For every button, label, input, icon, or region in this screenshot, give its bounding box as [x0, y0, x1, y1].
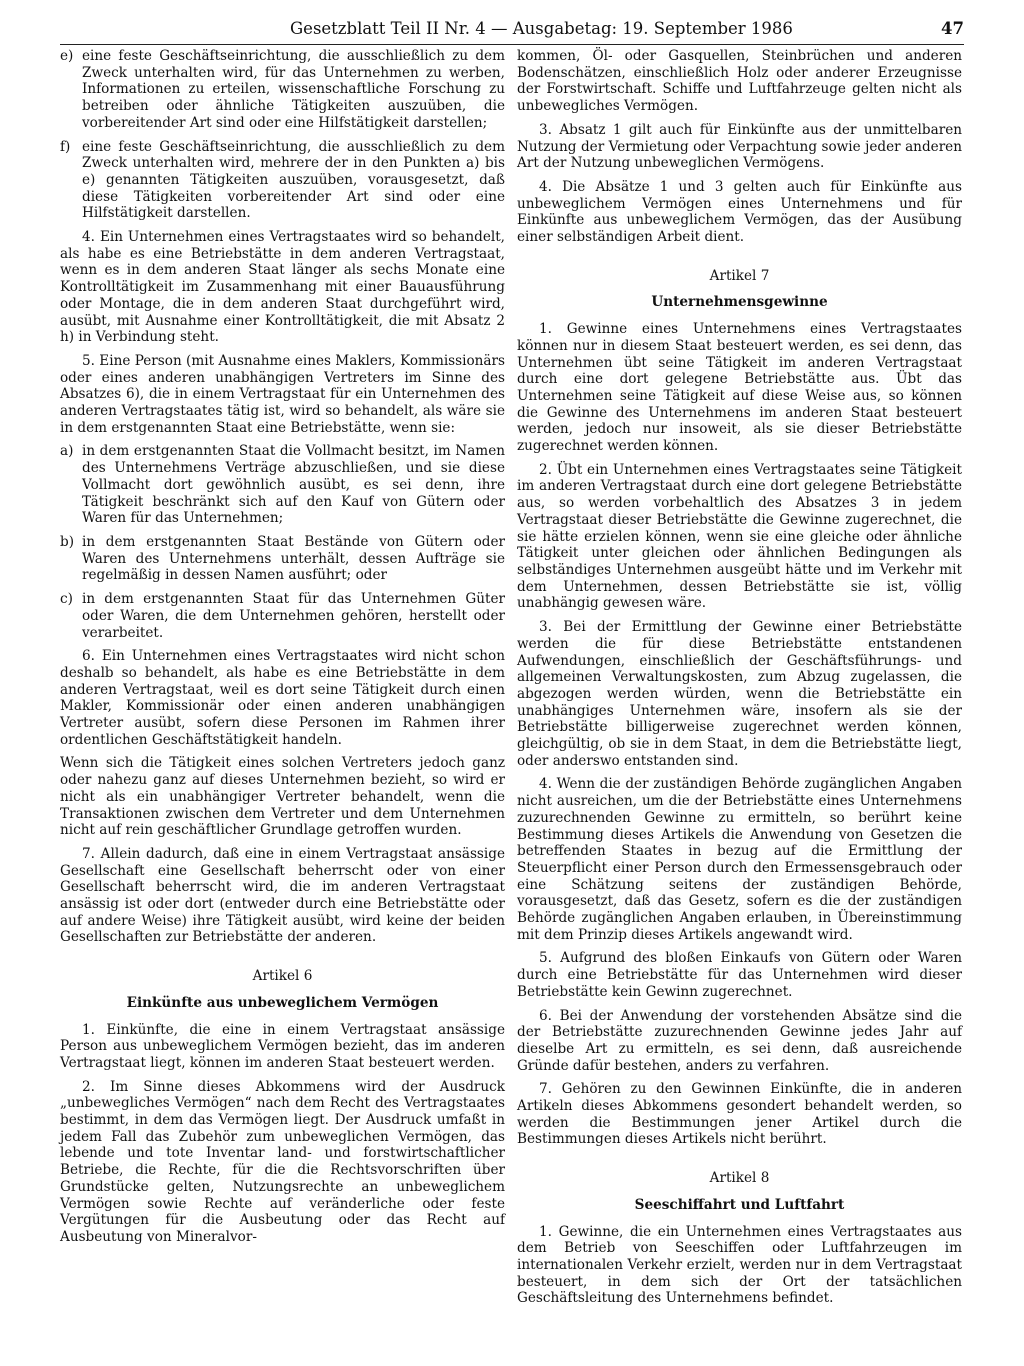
paragraph: 1. Einkünfte, die eine in einem Vertragstaat ansässige Person aus unbeweglichem Vermögen bezieht, das im anderen Vertragstaat liegt, können im anderen Staat besteuert werden.: [60, 1021, 505, 1071]
paragraph: kommen, Öl- oder Gasquellen, Steinbrüchen und anderen Bodenschätzen, einschließlich Holz oder anderer Erzeugnisse der Forstwirtschaft. Schiffe und Luftfahrzeuge gelten nicht als unbewegliches Vermögen.: [517, 48, 962, 115]
paragraph: 6. Ein Unternehmen eines Vertragstaates wird nicht schon deshalb so behandelt, als habe es eine Betriebstätte in dem anderen Vertragstaat, weil es dort seine Tätigkeit durch einen Makler, Kommissionär oder einen anderen unabhängigen Vertreter ausübt, sofern diese Personen im Rahmen ihrer ordentlichen Geschäftstätigkeit handeln.: [60, 648, 505, 748]
article-title: Einkünfte aus unbeweglichem Vermögen: [126, 994, 439, 1011]
list-item-text: eine feste Geschäftseinrichtung, die ausschließlich zu dem Zweck unterhalten wird, mehrere der in den Punkten a) bis e) genannten Tätigkeiten auszuüben, vorausgesetzt, daß diese Tätigkeiten vorbereitender Art sind oder eine Hilfstätigkeit darstellen.: [82, 138, 505, 222]
paragraph: 5. Eine Person (mit Ausnahme eines Maklers, Kommissionärs oder eines anderen unabhängigen Vertreters im Sinne des Absatzes 6), die in einem Vertragstaat für ein Unternehmen des anderen Vertragstaates tätig ist, wird so behandelt, als wäre sie in dem erstgenannten Staat eine Betriebstätte, wenn sie:: [60, 352, 505, 436]
list-item: [60, 443, 505, 527]
list-item-label: f): [60, 138, 71, 155]
article-title: Unternehmensgewinne: [651, 294, 828, 311]
paragraph: 1. Gewinne, die ein Unternehmen eines Vertragstaates aus dem Betrieb von Seeschiffen oder Luftfahrzeugen im internationalen Verkehr erzielt, werden nur in dem Vertragstaat besteuert, in dem sich der Ort der tatsächlichen Geschäftsleitung des Unternehmens befindet.: [517, 1223, 962, 1307]
paragraph: 2. Übt ein Unternehmen eines Vertragstaates seine Tätigkeit im anderen Vertragstaat durch eine dort gelegene Betriebstätte aus, so werden vorbehaltlich des Absatzes 3 in jedem Vertragstaat dieser Betriebstätte die Gewinne zugerechnet, die sie hätte erzielen können, wenn sie eine gleiche oder ähnliche Tätigkeit unter gleichen oder ähnlichen Bedingungen als selbständiges Unternehmen ausgeübt hätte und im Verkehr mit dem Unternehmen, dessen Betriebstätte sie ist, völlig unabhängig gewesen wäre.: [517, 461, 962, 612]
paragraph: 5. Aufgrund des bloßen Einkaufs von Gütern oder Waren durch eine Betriebstätte für das Unternehmen wird dieser Betriebstätte kein Gewinn zugerechnet.: [517, 950, 962, 1000]
paragraph: 4. Die Absätze 1 und 3 gelten auch für Einkünfte aus unbeweglichem Vermögen eines Unternehmens und für Einkünfte aus unbeweglichem Vermögen, das der Ausübung einer selbständigen Arbeit dient.: [517, 178, 962, 246]
page-header: [60, 18, 964, 40]
list-item-text: eine feste Geschäftseinrichtung, die ausschließlich zu dem Zweck unterhalten wird, für das Unternehmen zu werben, Informationen zu erteilen, wissenschaftliche Forschung zu betreiben oder ähnliche Tätigkeiten auszuüben, die vorbereitender Art sind oder eine Hilfstätigkeit darstellen;: [82, 48, 505, 131]
article-number: Artikel 6: [252, 968, 313, 985]
paragraph: 3. Absatz 1 gilt auch für Einkünfte aus der unmittelbaren Nutzung der Vermietung oder Verpachtung sowie jeder anderen Art der Nutzung unbeweglichen Vermögens.: [517, 121, 962, 172]
list-item-label: c): [60, 591, 73, 608]
list-item-text: in dem erstgenannten Staat für das Unternehmen Güter oder Waren, die dem Unternehmen gehören, herstellt oder verarbeitet.: [82, 591, 505, 641]
header-title: Gesetzblatt Teil II Nr. 4 — Ausgabetag: 19. September 1986: [290, 19, 793, 38]
left-column: [60, 48, 505, 1253]
right-column: [517, 48, 962, 1314]
paragraph: 3. Bei der Ermittlung der Gewinne einer Betriebstätte werden die für diese Betriebstätte entstandenen Aufwendungen, einschließlich der Geschäftsführungs- und allgemeinen Verwaltungskosten, zum Abzug zugelassen, die abgezogen werden würden, wenn die Betriebstätte ein unabhängiges Unternehmen wäre, insofern als sie der Betriebstätte billigerweise zugerechnet werden können, gleichgültig, ob sie in dem Staat, in dem die Betriebstätte liegt, oder anderswo entstanden sind.: [517, 619, 962, 769]
paragraph: Wenn sich die Tätigkeit eines solchen Vertreters jedoch ganz oder nahezu ganz auf dieses Unternehmen bezieht, so wird er nicht als ein unabhängiger Vertreter behandelt, wenn die Transaktionen zwischen dem Vertreter und dem Unternehmen nicht auf rein geschäftlicher Grundlage getroffen wurden.: [60, 755, 505, 839]
list-item: [60, 534, 505, 584]
paragraph: 1. Gewinne eines Unternehmens eines Vertragstaates können nur in diesem Staat besteuert werden, es sei denn, das Unternehmen übt seine Tätigkeit im anderen Vertragstaat durch eine dort gelegene Betriebstätte aus. Übt das Unternehmen seine Tätigkeit auf diese Weise aus, so können die Gewinne des Unternehmens im anderen Staat besteuert werden, jedoch nur insoweit, als sie dieser Betriebstätte zugerechnet werden können.: [517, 321, 962, 455]
article-number: Artikel 7: [709, 267, 770, 284]
paragraph: 4. Wenn die der zuständigen Behörde zugänglichen Angaben nicht ausreichen, um die der Betriebstätte eines Unternehmens zuzurechnenden Gewinne zu ermitteln, so berührt keine Bestimmung dieses Artikels die Anwendung von Gesetzen die betreffenden Staates in bezug auf die Ermittlung der Steuerpflicht einer Person durch den Ermessensgebrauch oder eine Schätzung seitens der zuständigen Behörde, vorausgesetzt, daß das Gesetz, sofern es die der zuständigen Behörde zugänglichen Angaben erlauben, in Übereinstimmung mit dem Prinzip dieses Artikels angewandt wird.: [517, 776, 962, 943]
list-item-text: in dem erstgenannten Staat Bestände von Gütern oder Waren des Unternehmens unterhält, dessen Aufträge sie regelmäßig in dessen Namen ausführt; oder: [82, 533, 505, 584]
list-item-text: in dem erstgenannten Staat die Vollmacht besitzt, im Namen des Unternehmens Verträge abzuschließen, und sie diese Vollmacht dort gewöhnlich ausübt, es sei denn, ihre Tätigkeit beschränkt sich auf den Kauf von Gütern oder Waren für das Unternehmen;: [82, 443, 505, 527]
paragraph: 7. Gehören zu den Gewinnen Einkünfte, die in anderen Artikeln dieses Abkommens gesondert behandelt werden, so werden die Bestimmungen jener Artikel durch die Bestimmungen dieses Artikels nicht berührt.: [517, 1081, 962, 1148]
list-item-label: b): [60, 533, 75, 550]
article-title: Seeschiffahrt und Luftfahrt: [634, 1196, 845, 1213]
list-item-label: e): [60, 48, 74, 64]
header-rule: [60, 44, 964, 45]
paragraph: 7. Allein dadurch, daß eine in einem Vertragstaat ansässige Gesellschaft eine Gesellschaft beherrscht oder von einer Gesellschaft beherrscht wird, die im anderen Vertragstaat ansässig ist oder dort (entweder durch eine Betriebstätte oder auf andere Weise) ihre Tätigkeit ausübt, wird keine der beiden Gesellschaften zur Betriebstätte der anderen.: [60, 845, 505, 946]
page-number: 47: [941, 19, 964, 38]
paragraph: 4. Ein Unternehmen eines Vertragstaates wird so behandelt, als habe es eine Betriebstätte in dem anderen Vertragstaat, wenn es in dem anderen Staat länger als sechs Monate eine Kontrolltätigkeit im Zusammenhang mit einer Bauausführung oder Montage, die in dem anderen Staat durchgeführt wird, ausübt, mit Ausnahme einer Kontrolltätigkeit, die mit Absatz 2 h) in Verbindung steht.: [60, 229, 505, 346]
paragraph: 6. Bei der Anwendung der vorstehenden Absätze sind die der Betriebstätte zuzurechnenden Gewinne jedes Jahr auf dieselbe Art zu ermitteln, es sei denn, daß ausreichende Gründe dafür bestehen, anders zu verfahren.: [517, 1007, 962, 1074]
article-number: Artikel 8: [709, 1170, 770, 1187]
list-item: [60, 591, 505, 641]
paragraph: 2. Im Sinne dieses Abkommens wird der Ausdruck „unbewegliches Vermögen“ nach dem Recht des Vertragstaates bestimmt, in dem das Vermögen liegt. Der Ausdruck umfaßt in jedem Fall das Zubehör zum unbeweglichen Vermögen, das lebende und tote Inventar land- und forstwirtschaftlicher Betriebe, die Rechte, für die die Rechtsvorschriften über Grundstücke gelten, Nutzungsrechte an unbeweglichem Vermögen sowie Rechte auf veränderliche oder feste Vergütungen für die Ausbeutung oder das Recht auf Ausbeutung von Mineralvor-: [60, 1078, 505, 1245]
list-item-label: a): [60, 443, 74, 460]
list-item: [60, 48, 505, 132]
list-item: [60, 139, 505, 223]
